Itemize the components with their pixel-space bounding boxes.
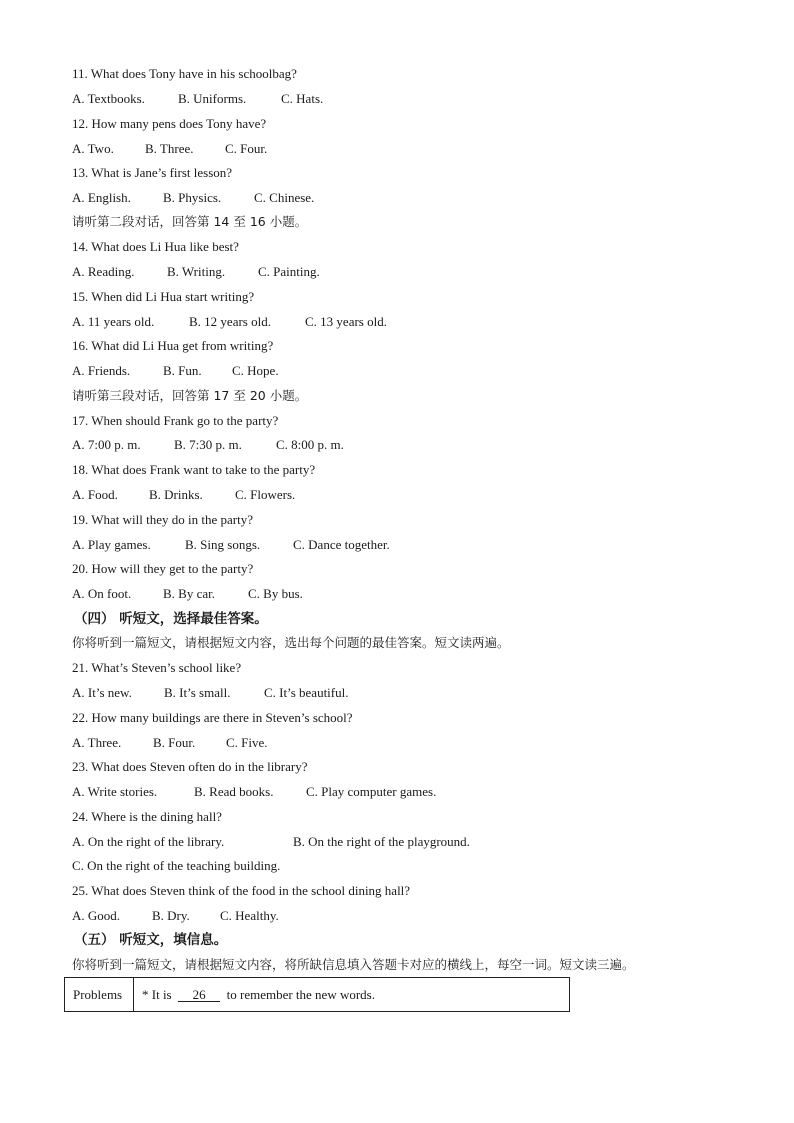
sentence-suffix: to remember the new words. <box>226 986 375 1002</box>
question-15: 15. When did Li Hua start writing? <box>72 289 255 304</box>
option-20b: B. By car. <box>163 586 215 601</box>
section-4-heading: （四） 听短文，选择最佳答案。 <box>74 611 268 627</box>
question-14: 14. What does Li Hua like best? <box>72 239 239 254</box>
option-25c: C. Healthy. <box>220 908 279 923</box>
option-25a: A. Good. <box>72 908 121 923</box>
table-row-content <box>134 978 570 1012</box>
question-11: 11. What does Tony have in his schoolbag? <box>72 66 297 81</box>
option-17c: C. 8:00 p. m. <box>276 437 344 452</box>
option-22b: B. Four. <box>153 735 196 750</box>
option-18c: C. Flowers. <box>235 487 296 502</box>
option-19a: A. Play games. <box>72 537 151 552</box>
option-22a: A. Three. <box>72 735 122 750</box>
option-11c: C. Hats. <box>281 91 324 106</box>
option-25b: B. Dry. <box>152 908 190 923</box>
option-13a: A. English. <box>72 190 131 205</box>
section-5-heading: （五） 听短文，填信息。 <box>74 932 228 948</box>
section-4-instruction: 你将听到一篇短文，请根据短文内容，选出每个问题的最佳答案。短文读两遍。 <box>72 635 510 650</box>
option-22c: C. Five. <box>226 735 268 750</box>
question-22: 22. How many buildings are there in Steven’s school? <box>72 710 353 725</box>
question-24: 24. Where is the dining hall? <box>72 809 222 824</box>
instruction-dialogue-3: 请听第三段对话，回答第 17 至 20 小题。 <box>72 388 308 403</box>
option-11a: A. Textbooks. <box>72 91 145 106</box>
option-18b: B. Drinks. <box>149 487 203 502</box>
option-15c: C. 13 years old. <box>305 314 387 329</box>
option-14b: B. Writing. <box>167 264 226 279</box>
option-12b: B. Three. <box>145 141 194 156</box>
option-21b: B. It’s small. <box>164 685 231 700</box>
question-17: 17. When should Frank go to the party? <box>72 413 279 428</box>
answer-blank-26[interactable]: 26 <box>178 988 220 1002</box>
option-23c: C. Play computer games. <box>306 784 437 799</box>
question-25: 25. What does Steven think of the food in the school dining hall? <box>72 883 411 898</box>
question-12: 12. How many pens does Tony have? <box>72 116 267 131</box>
option-24b: B. On the right of the playground. <box>293 834 470 849</box>
option-18a: A. Food. <box>72 487 118 502</box>
option-13c: C. Chinese. <box>254 190 315 205</box>
option-24a: A. On the right of the library. <box>72 834 225 849</box>
sentence-prefix: * It is <box>142 986 172 1002</box>
question-13: 13. What is Jane’s first lesson? <box>72 165 233 180</box>
option-19b: B. Sing songs. <box>185 537 261 552</box>
option-20c: C. By bus. <box>248 586 303 601</box>
question-19: 19. What will they do in the party? <box>72 512 253 527</box>
section-5-instruction: 你将听到一篇短文，请根据短文内容，将所缺信息填入答题卡对应的横线上，每空一词。短文读三遍。 <box>72 957 635 972</box>
table-row <box>65 978 570 1012</box>
question-16: 16. What did Li Hua get from writing? <box>72 338 274 353</box>
option-14c: C. Painting. <box>258 264 320 279</box>
option-16b: B. Fun. <box>163 363 202 378</box>
option-11b: B. Uniforms. <box>178 91 247 106</box>
question-20: 20. How will they get to the party? <box>72 561 254 576</box>
question-21: 21. What’s Steven’s school like? <box>72 660 242 675</box>
option-16c: C. Hope. <box>232 363 279 378</box>
question-23: 23. What does Steven often do in the library? <box>72 759 308 774</box>
option-13b: B. Physics. <box>163 190 222 205</box>
option-15b: B. 12 years old. <box>189 314 271 329</box>
option-24c: C. On the right of the teaching building. <box>72 858 281 873</box>
option-20a: A. On foot. <box>72 586 132 601</box>
option-21a: A. It’s new. <box>72 685 132 700</box>
option-23b: B. Read books. <box>194 784 274 799</box>
table-row-label: Problems <box>65 978 134 1012</box>
fill-in-table <box>64 977 570 1012</box>
instruction-dialogue-2: 请听第二段对话，回答第 14 至 16 小题。 <box>72 214 308 229</box>
option-21c: C. It’s beautiful. <box>264 685 349 700</box>
option-12c: C. Four. <box>225 141 268 156</box>
option-19c: C. Dance together. <box>293 537 390 552</box>
option-23a: A. Write stories. <box>72 784 158 799</box>
option-15a: A. 11 years old. <box>72 314 155 329</box>
option-14a: A. Reading. <box>72 264 135 279</box>
option-16a: A. Friends. <box>72 363 131 378</box>
option-17a: A. 7:00 p. m. <box>72 437 141 452</box>
option-17b: B. 7:30 p. m. <box>174 437 242 452</box>
question-18: 18. What does Frank want to take to the party? <box>72 462 316 477</box>
option-12a: A. Two. <box>72 141 114 156</box>
